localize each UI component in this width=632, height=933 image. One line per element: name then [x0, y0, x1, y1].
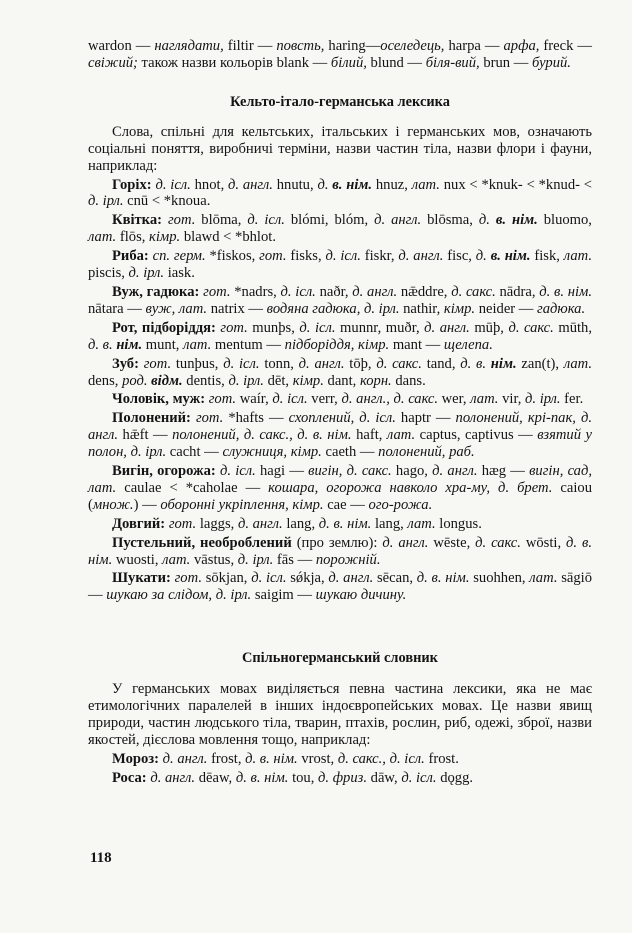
- text-run: д. ісл.: [247, 212, 291, 229]
- text-run: tonn,: [264, 355, 299, 372]
- text-run: tand,: [426, 355, 461, 372]
- headword: Квітка:: [112, 212, 168, 229]
- text-run: д. ісл.: [299, 319, 341, 336]
- text-run: повсть,: [276, 38, 329, 54]
- text-run: шукаю за слідом, д. ірл.: [106, 587, 255, 604]
- text-run: munnr, muðr,: [340, 319, 425, 336]
- text-run: munþs,: [252, 319, 300, 336]
- text-run: щелепа.: [443, 336, 493, 353]
- intro-paragraph-germanic: У германських мовах виділяється певна частина лексики, яка не має етимологічних паралелей в інших індоєвропейських мовах. Це назви явищ природи, частин людського тіла, тварин, птахів, рослин, риб, одежі, зброї, назви якостей, дієслова мовлення тощо, наприклад:: [88, 681, 592, 748]
- text-run: *nadrs,: [234, 283, 281, 300]
- text-run: д.: [478, 212, 496, 229]
- text-run: flōs,: [119, 229, 150, 246]
- text-run: fer.: [564, 391, 584, 408]
- text-run: hagi —: [259, 463, 309, 480]
- text-run: в. нім.: [495, 212, 544, 229]
- text-run: служниця, кімр.: [222, 444, 326, 461]
- text-run: dāw,: [370, 769, 402, 786]
- text-run: схоплений, д. ісл.: [288, 410, 401, 427]
- text-run: д. ісл.: [280, 283, 320, 300]
- headword: Довгий:: [112, 515, 169, 532]
- entries-list-celtic: [88, 177, 592, 605]
- text-run: нім.: [490, 355, 522, 372]
- text-run: лат.: [183, 336, 215, 353]
- text-run: dens,: [88, 372, 123, 389]
- text-run: лат.: [563, 248, 592, 265]
- text-run: наглядати,: [154, 38, 228, 54]
- text-run: zan(t),: [521, 355, 564, 372]
- headword: Зуб:: [112, 355, 144, 372]
- text-run: blōma,: [201, 212, 248, 229]
- text-run: fisc,: [447, 248, 476, 265]
- headword: Чоловік, муж:: [112, 391, 209, 408]
- text-run: д. ірл.: [128, 265, 168, 282]
- text-run: д. сакс.: [475, 534, 526, 551]
- text-run: lang,: [286, 515, 319, 532]
- dictionary-entry: [88, 770, 592, 787]
- dictionary-entry: [88, 410, 592, 461]
- dictionary-entry: [88, 356, 592, 390]
- text-run: лат.: [529, 570, 562, 587]
- text-run: haptr —: [400, 410, 456, 427]
- text-run: д. ісл.: [325, 248, 365, 265]
- text-run: полонений, раб.: [378, 444, 475, 461]
- text-run: д. англ.: [328, 570, 377, 587]
- text-run: wōsti,: [525, 534, 567, 551]
- text-run: сп. герм.: [152, 248, 210, 265]
- text-run: д. англ.: [398, 248, 448, 265]
- text-run: д. сакс.: [376, 355, 427, 372]
- text-run: д. ісл.: [272, 391, 312, 408]
- text-run: haring—: [328, 38, 381, 54]
- text-run: д. в. нім.: [318, 515, 375, 532]
- text-run: harpa —: [448, 38, 504, 54]
- text-run: д. ісл.: [251, 570, 291, 587]
- text-run: vrost,: [301, 750, 338, 767]
- text-run: вигін, сад, лат.: [88, 463, 592, 496]
- text-run: wardon —: [88, 38, 155, 54]
- headword: Пустельний, необроблений: [112, 534, 297, 551]
- headword: Риба:: [112, 248, 153, 265]
- text-run: д. англ.: [237, 515, 287, 532]
- text-run: wuosti,: [115, 551, 163, 568]
- text-run: nātara —: [88, 300, 146, 317]
- text-run: порожній.: [315, 551, 381, 568]
- text-run: д. ірл.: [228, 372, 268, 389]
- text-run: полонений, крі-пак, д. англ.: [88, 410, 592, 444]
- text-run: nux < *knuk- < *knud- <: [443, 176, 593, 193]
- text-run: freck —: [543, 38, 592, 54]
- dictionary-entry: [88, 177, 592, 211]
- text-run: cnū < *knoua.: [127, 193, 211, 210]
- text-run: ого-рожа.: [368, 496, 433, 513]
- text-run: wēste,: [433, 534, 476, 551]
- text-run: д. англ.: [228, 176, 277, 193]
- dictionary-entry: [88, 320, 592, 354]
- text-run: гот.: [220, 319, 253, 336]
- text-run: natrix —: [210, 300, 267, 317]
- text-run: д. ісл.: [219, 463, 260, 480]
- text-run: blawd < *bhlot.: [183, 229, 276, 246]
- text-run: saigim —: [254, 587, 316, 604]
- text-run: nādra,: [499, 283, 540, 300]
- text-run: mant —: [392, 336, 444, 353]
- text-run: *fiskos,: [209, 248, 260, 265]
- continued-paragraph: [88, 38, 592, 72]
- text-run: (про землю):: [296, 534, 383, 551]
- text-run: sǿkja,: [290, 570, 329, 587]
- dictionary-entry: [88, 570, 592, 604]
- text-run: бурий.: [531, 54, 571, 71]
- text-run: hago,: [395, 463, 433, 480]
- text-run: tou,: [292, 769, 319, 786]
- text-run: nathir,: [403, 300, 444, 317]
- headword: Шукати:: [112, 570, 175, 587]
- text-run: waír,: [239, 391, 273, 408]
- text-run: blōsma,: [427, 212, 479, 229]
- dictionary-entry: [88, 516, 592, 533]
- text-run: cae —: [327, 496, 369, 513]
- headword: Рот, підборіддя:: [112, 319, 221, 336]
- text-run: д. в. нім.: [235, 769, 293, 786]
- text-run: кошара, огорожа навколо хра-му, д. брет.: [268, 479, 561, 496]
- text-run: кімр.: [292, 372, 328, 389]
- text-run: hnutu,: [276, 176, 318, 193]
- text-run: лат.: [88, 229, 120, 246]
- text-run: mūþ,: [474, 319, 509, 336]
- text-run: гот.: [143, 355, 176, 372]
- text-run: naðr,: [319, 283, 353, 300]
- headword: Полонений:: [112, 410, 196, 427]
- text-run: mūth,: [558, 319, 593, 336]
- text-run: fās —: [276, 551, 316, 568]
- text-run: dēaw,: [198, 769, 236, 786]
- page-number: 118: [90, 850, 112, 866]
- text-run: д. англ.: [298, 355, 350, 372]
- text-run: wer,: [441, 391, 471, 408]
- text-run: біля-вий,: [425, 54, 484, 71]
- text-run: haft,: [356, 427, 387, 444]
- text-run: лат.: [470, 391, 503, 408]
- text-run: шукаю дичину.: [315, 587, 407, 604]
- text-run: д.: [317, 176, 333, 193]
- dictionary-entry: [88, 284, 592, 318]
- text-run: в. нім.: [332, 176, 376, 193]
- text-run: filtir —: [227, 38, 277, 54]
- text-run: cacht —: [169, 444, 223, 461]
- text-run: лат.: [386, 427, 420, 444]
- text-run: гадюка.: [537, 300, 586, 317]
- text-run: hnot,: [194, 176, 229, 193]
- text-run: laggs,: [199, 515, 238, 532]
- text-run: munt,: [145, 336, 184, 353]
- text-run: verr,: [311, 391, 342, 408]
- dictionary-entry: [88, 463, 592, 514]
- text-run: blund —: [370, 54, 426, 71]
- text-run: в. нім.: [490, 248, 535, 265]
- text-run: blómi, blóm,: [290, 212, 375, 229]
- text-run: caeth —: [325, 444, 379, 461]
- text-run: hǣft —: [122, 427, 173, 444]
- text-run: suohhen,: [473, 570, 530, 587]
- text-run: fisk,: [534, 248, 564, 265]
- text-run: гот.: [203, 283, 235, 300]
- text-run: dans.: [395, 372, 426, 389]
- text-run: fiskr,: [364, 248, 399, 265]
- text-run: корн.: [359, 372, 396, 389]
- text-run: лат.: [162, 551, 194, 568]
- text-run: lang,: [374, 515, 408, 532]
- text-run: д. ісл.: [223, 355, 265, 372]
- text-run: sōkjan,: [205, 570, 252, 587]
- text-run: кімр.: [149, 229, 184, 246]
- text-run: sēcan,: [376, 570, 417, 587]
- text-run: род.: [122, 372, 152, 389]
- text-run: лат.: [407, 515, 440, 532]
- text-run: caulae < *caholae —: [124, 479, 269, 496]
- headword: Вуж, гадюка:: [112, 283, 204, 300]
- text-run: вигін, д. сакс.: [308, 463, 396, 480]
- text-run: відм.: [151, 372, 187, 389]
- dictionary-entry: [88, 248, 592, 282]
- text-run: д. ісл.: [401, 769, 441, 786]
- text-run: ) —: [133, 496, 161, 513]
- text-run: sāgiō —: [88, 570, 593, 604]
- text-run: bluomo,: [543, 212, 592, 229]
- section-heading-celtic: Кельто-італо-германська лексика: [230, 93, 450, 110]
- headword: Мороз:: [112, 750, 163, 767]
- text-run: д. ісл.: [155, 176, 195, 193]
- text-run: д. англ.: [432, 463, 482, 480]
- dictionary-entry: [88, 535, 592, 569]
- text-run: hæg —: [481, 463, 530, 480]
- text-run: tunþus,: [175, 355, 224, 372]
- text-run: д. в.: [460, 355, 491, 372]
- intro-paragraph: Слова, спільні для кельтських, італьських і германських мов, означають соціальні поняття, виробничі терміни, назви частин тіла, назви флори і фауни, наприклад:: [88, 123, 592, 174]
- text-run: vir,: [502, 391, 526, 408]
- entries-list-germanic: [88, 751, 592, 787]
- text-run: д. англ., д. сакс.: [341, 391, 442, 408]
- text-run: д. англ.: [424, 319, 475, 336]
- dictionary-entry: [88, 751, 592, 768]
- text-run: piscis,: [88, 265, 129, 282]
- text-run: д. в. нім.: [539, 283, 592, 300]
- text-run: свіжий;: [88, 54, 142, 71]
- text-run: підборіддя, кімр.: [284, 336, 393, 353]
- text-run: captus, captivus —: [419, 427, 538, 444]
- text-run: д. англ.: [374, 212, 428, 229]
- text-run: fisks,: [290, 248, 326, 265]
- text-run: д. англ.: [150, 769, 199, 786]
- text-run: dēt,: [267, 372, 293, 389]
- text-run: dentis,: [186, 372, 229, 389]
- text-run: vāstus,: [193, 551, 238, 568]
- text-run: д. фриз.: [318, 769, 371, 786]
- text-run: д. в.: [88, 336, 117, 353]
- headword: Роса:: [112, 769, 151, 786]
- text-run: гот.: [259, 248, 291, 265]
- text-run: полонений, д. сакс., д. в. нім.: [172, 427, 357, 444]
- text-run: кімр.: [443, 300, 479, 317]
- text-run: д. англ.: [162, 750, 212, 767]
- text-run: д. сакс., д. ісл.: [337, 750, 429, 767]
- text-run: також назви кольорів blank —: [141, 54, 331, 71]
- text-run: д. в. нім.: [88, 534, 592, 568]
- text-run: д. англ.: [352, 283, 401, 300]
- text-run: longus.: [439, 515, 482, 532]
- text-run: множ.: [92, 496, 134, 513]
- text-run: caiou (: [88, 479, 592, 513]
- text-run: brun —: [483, 54, 532, 71]
- text-run: арфа,: [503, 38, 544, 54]
- text-run: dǫgg.: [440, 769, 474, 786]
- text-run: mentum —: [214, 336, 285, 353]
- text-run: гот.: [195, 410, 229, 427]
- text-run: д. в. нім.: [245, 750, 302, 767]
- text-run: neider —: [478, 300, 538, 317]
- dictionary-entry: [88, 212, 592, 246]
- text-run: hnuz,: [375, 176, 412, 193]
- section-heading-germanic: Спільногерманський словник: [242, 650, 438, 667]
- text-run: frost,: [211, 750, 246, 767]
- text-run: оселедець,: [380, 38, 449, 54]
- text-run: д. ірл.: [88, 193, 128, 210]
- headword: Вигін, огорожа:: [112, 463, 220, 480]
- text-run: iask.: [167, 265, 195, 282]
- text-run: нім.: [116, 336, 146, 353]
- text-run: nǣddre,: [400, 283, 452, 300]
- text-run: д. ірл.: [237, 551, 277, 568]
- text-run: dant,: [327, 372, 360, 389]
- text-run: гот.: [168, 515, 200, 532]
- text-run: лат.: [563, 355, 593, 372]
- text-run: д. ірл.: [525, 391, 565, 408]
- text-run: frost.: [428, 750, 459, 767]
- text-run: гот.: [174, 570, 206, 587]
- text-run: д. в. нім.: [416, 570, 474, 587]
- text-run: д. англ.: [382, 534, 434, 551]
- text-run: взятий у полон, д. ірл.: [88, 427, 592, 461]
- text-run: гот.: [167, 212, 202, 229]
- text-run: *hafts —: [228, 410, 289, 427]
- text-run: вуж, лат.: [145, 300, 211, 317]
- text-run: tōþ,: [349, 355, 377, 372]
- headword: Горіх:: [112, 176, 156, 193]
- text-run: водяна гадюка, д. ірл.: [266, 300, 404, 317]
- text-run: лат.: [411, 176, 444, 193]
- text-run: д. сакс.: [508, 319, 559, 336]
- text-run: д.: [475, 248, 491, 265]
- dictionary-entry: [88, 391, 592, 408]
- text-run: білий,: [330, 54, 371, 71]
- text-run: д. сакс.: [451, 283, 500, 300]
- text-run: гот.: [208, 391, 240, 408]
- text-run: оборонні укріплення, кімр.: [160, 496, 328, 513]
